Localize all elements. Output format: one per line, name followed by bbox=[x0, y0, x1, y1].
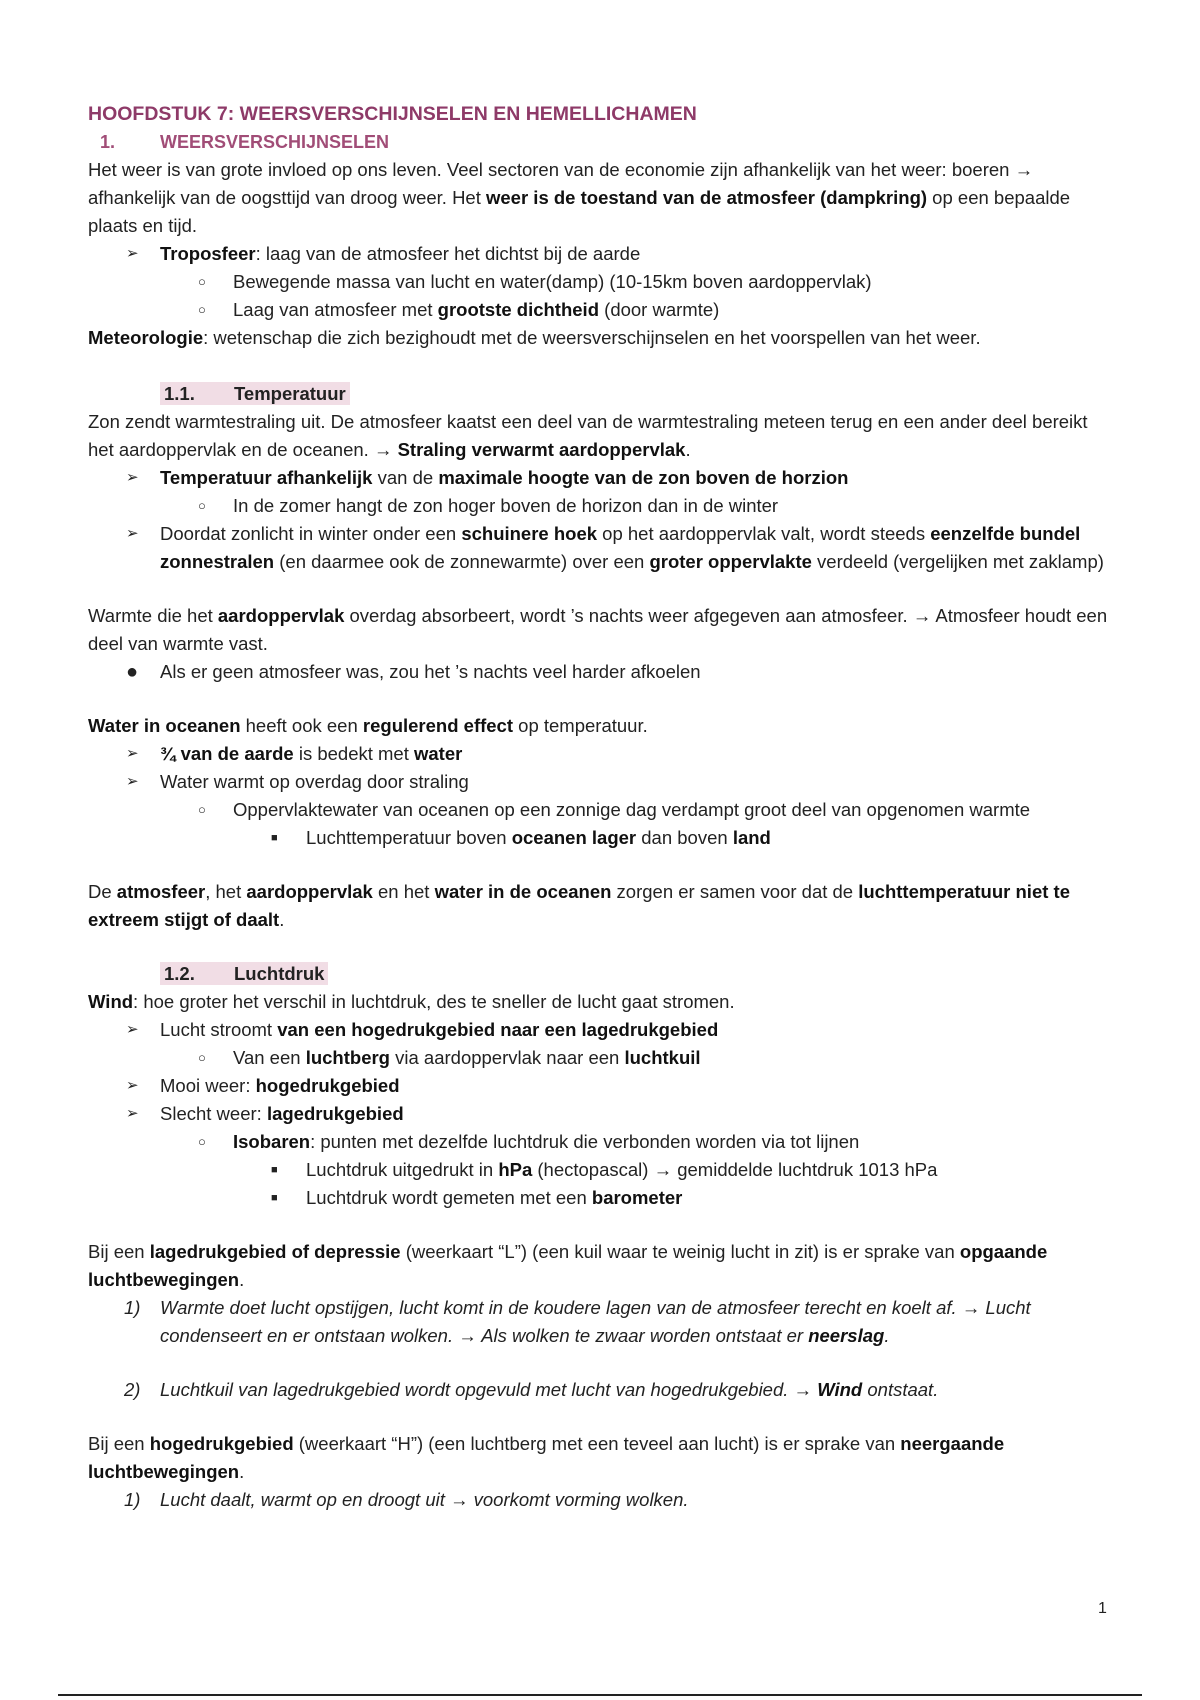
square-bullet-icon: ■ bbox=[271, 832, 278, 844]
paragraph: De atmosfeer, het aardoppervlak en het water in de oceanen zorgen er samen voor dat de luchttemperatuur niet te extreem stijgt of daalt. bbox=[88, 881, 1070, 930]
circle-bullet-icon: ○ bbox=[198, 498, 206, 513]
numbered-item: 1) Lucht daalt, warmt op en droogt uit → voorkomt vorming wolken. bbox=[124, 1489, 689, 1510]
section-heading: 1. WEERSVERSCHIJNSELEN bbox=[100, 132, 390, 152]
arrow-bullet-icon: ➢ bbox=[126, 773, 139, 790]
list-item: ➢ Mooi weer: hogedrukgebied bbox=[88, 1072, 1108, 1100]
square-bullet-icon: ■ bbox=[271, 1192, 278, 1204]
list-item: ➢ Water warmt op overdag door straling bbox=[88, 768, 1108, 796]
document-body bbox=[88, 100, 1108, 1514]
list-item: ○ Bewegende massa van lucht en water(damp) (10-15km boven aardoppervlak) bbox=[88, 268, 1108, 296]
list-item: ○ Laag van atmosfeer met grootste dichtheid (door warmte) bbox=[88, 296, 1108, 324]
list-item: ■ Luchttemperatuur boven oceanen lager dan boven land bbox=[88, 824, 1108, 852]
arrow-bullet-icon: ➢ bbox=[126, 1105, 139, 1122]
list-item: ➢ Temperatuur afhankelijk van de maximale hoogte van de zon boven de horzion bbox=[88, 464, 1108, 492]
list-item: ➢ Troposfeer: laag van de atmosfeer het dichtst bij de aarde bbox=[88, 240, 1108, 268]
list-item: ○ In de zomer hangt de zon hoger boven de horizon dan in de winter bbox=[88, 492, 1108, 520]
numbered-item: 1) Warmte doet lucht opstijgen, lucht komt in de koudere lagen van de atmosfeer terecht en koelt af. → Lucht condenseert en er ontstaan wolken. → Als wolken te zwaar worden ontstaat er neerslag. bbox=[124, 1297, 1031, 1346]
numbered-item: 2) Luchtkuil van lagedrukgebied wordt opgevuld met lucht van hogedrukgebied. → Wind ontstaat. bbox=[124, 1379, 939, 1400]
list-item: ○ Isobaren: punten met dezelfde luchtdruk die verbonden worden via tot lijnen bbox=[88, 1128, 1108, 1156]
dot-bullet-icon: ● bbox=[126, 661, 139, 683]
list-item: ➢ Lucht stroomt van een hogedrukgebied naar een lagedrukgebied bbox=[88, 1016, 1108, 1044]
circle-bullet-icon: ○ bbox=[198, 1050, 206, 1065]
paragraph: Bij een lagedrukgebied of depressie (weerkaart “L”) (een kuil waar te weinig lucht in zit) is er sprake van opgaande luchtbewegingen. bbox=[88, 1241, 1048, 1290]
list-item: ➢ Slecht weer: lagedrukgebied bbox=[88, 1100, 1108, 1128]
arrow-bullet-icon: ➢ bbox=[126, 245, 139, 262]
definition-paragraph: Meteorologie: wetenschap die zich bezighoudt met de weersverschijnselen en het voorspellen van het weer. bbox=[88, 327, 981, 348]
intro-paragraph: Het weer is van grote invloed op ons leven. Veel sectoren van de economie zijn afhankelijk van het weer: boeren → afhankelijk van de oogsttijd van droog weer. Het weer is de toestand van de atmosfeer (dampkring) op een bepaalde plaats en tijd. bbox=[88, 159, 1071, 236]
list-item: ➢ ¾ van de aarde is bedekt met water bbox=[88, 740, 1108, 768]
list-item: ○ Oppervlaktewater van oceanen op een zonnige dag verdampt groot deel van opgenomen warmte bbox=[88, 796, 1108, 824]
square-bullet-icon: ■ bbox=[271, 1164, 278, 1176]
list-item: ○ Van een luchtberg via aardoppervlak naar een luchtkuil bbox=[88, 1044, 1108, 1072]
circle-bullet-icon: ○ bbox=[198, 1134, 206, 1149]
footer-divider bbox=[58, 1694, 1142, 1696]
paragraph: Water in oceanen heeft ook een regulerend effect op temperatuur. bbox=[88, 715, 648, 736]
subsection-heading: 1.1. Temperatuur bbox=[88, 380, 1108, 408]
circle-bullet-icon: ○ bbox=[198, 802, 206, 817]
list-item: ■ Luchtdruk wordt gemeten met een barometer bbox=[88, 1184, 1108, 1212]
definition-paragraph: Wind: hoe groter het verschil in luchtdruk, des te sneller de lucht gaat stromen. bbox=[88, 991, 735, 1012]
paragraph: Bij een hogedrukgebied (weerkaart “H”) (een luchtberg met een teveel aan lucht) is er sprake van neergaande luchtbewegingen. bbox=[88, 1433, 1005, 1482]
arrow-bullet-icon: ➢ bbox=[126, 1021, 139, 1038]
circle-bullet-icon: ○ bbox=[198, 302, 206, 317]
list-item: ● Als er geen atmosfeer was, zou het ’s nachts veel harder afkoelen bbox=[88, 658, 1108, 686]
chapter-title: HOOFDSTUK 7: WEERSVERSCHIJNSELEN EN HEMELLICHAMEN bbox=[88, 103, 697, 125]
arrow-bullet-icon: ➢ bbox=[126, 745, 139, 762]
paragraph: Zon zendt warmtestraling uit. De atmosfeer kaatst een deel van de warmtestraling meteen terug en een ander deel bereikt het aardoppervlak en de oceanen. → Straling verwarmt aardoppervlak. bbox=[88, 411, 1088, 460]
paragraph: Warmte die het aardoppervlak overdag absorbeert, wordt ’s nachts weer afgegeven aan atmosfeer. → Atmosfeer houdt een deel van warmte vast. bbox=[88, 605, 1108, 654]
arrow-bullet-icon: ➢ bbox=[126, 525, 139, 542]
arrow-bullet-icon: ➢ bbox=[126, 469, 139, 486]
subsection-heading: 1.2. Luchtdruk bbox=[88, 960, 1108, 988]
arrow-bullet-icon: ➢ bbox=[126, 1077, 139, 1094]
list-item: ■ Luchtdruk uitgedrukt in hPa (hectopascal) → gemiddelde luchtdruk 1013 hPa bbox=[88, 1156, 1108, 1184]
page-number: 1 bbox=[1098, 1600, 1107, 1617]
circle-bullet-icon: ○ bbox=[198, 274, 206, 289]
list-item: ➢ Doordat zonlicht in winter onder een schuinere hoek op het aardoppervlak valt, wordt steeds eenzelfde bundel zonnestralen (en daarmee ook de zonnewarmte) over een groter oppervlakte verdeeld (vergelijken met zaklamp) bbox=[88, 520, 1108, 576]
